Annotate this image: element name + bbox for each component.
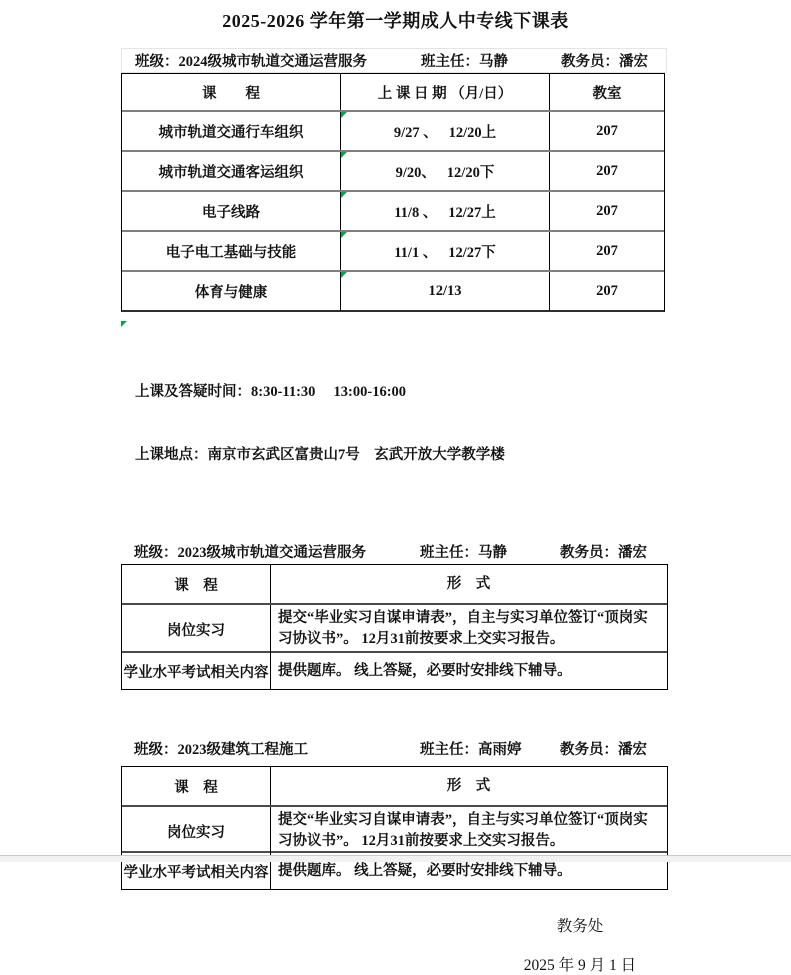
- error-marker-icon: [341, 112, 347, 118]
- signature-date: 2025 年 9 月 1 日: [523, 957, 637, 974]
- signature-block: [369, 914, 791, 975]
- course-cell: 城市轨道交通行车组织: [158, 124, 304, 141]
- room-cell: 207: [549, 112, 664, 150]
- class-label: 班级：2023级建筑工程施工: [134, 741, 308, 758]
- table-row: [122, 270, 664, 310]
- class-label: 班级：2024级城市轨道交通运营服务: [135, 54, 367, 70]
- header-cell-room: 教室: [549, 74, 664, 110]
- schedule-table: [121, 73, 665, 312]
- header-cell-form: 形 式: [270, 767, 667, 805]
- dates-cell: [340, 192, 549, 230]
- form-table-rail: [121, 564, 668, 690]
- dates-cell: [340, 232, 549, 270]
- note-class-time: 上课及答疑时间：8:30-11:30 13:00-16:00: [135, 384, 407, 400]
- form-cell: 提交“毕业实习自谋申请表”，自主与实习单位签订“顶岗实习协议书”。 12月31前按要求上交实习报告。: [270, 807, 667, 855]
- registrar-label: 教务员：潘宏: [561, 54, 648, 70]
- course-cell: 岗位实习: [167, 622, 225, 639]
- course-cell: 电子电工基础与技能: [165, 244, 297, 261]
- room-cell: 207: [549, 192, 664, 230]
- head-teacher-label: 班主任：马静: [421, 54, 508, 70]
- course-cell: 学业水平考试相关内容: [123, 664, 269, 681]
- table-row: [122, 805, 667, 851]
- page-title: 2025-2026 学年第一学期成人中专线下课表: [222, 11, 569, 31]
- room-cell: 207: [549, 152, 664, 190]
- course-cell: 学业水平考试相关内容: [123, 864, 269, 881]
- class-meta-row-2024: [121, 48, 667, 73]
- registrar-label: 教务员：潘宏: [560, 544, 647, 561]
- table-row: [122, 150, 664, 190]
- table-row: [122, 230, 664, 270]
- header-cell-course: 课 程: [202, 85, 260, 102]
- dates-text: 11/1 、 12/27下: [394, 244, 496, 261]
- head-teacher-label: 班主任：高雨婷: [420, 741, 522, 758]
- note-class-location: 上课地点：南京市玄武区富贵山7号 玄武开放大学教学楼: [135, 447, 505, 463]
- dates-text: 9/27 、 12/20上: [393, 124, 497, 141]
- schedule-notes: [135, 319, 791, 508]
- room-cell: 207: [549, 232, 664, 270]
- class-meta-row-2023-rail: [121, 540, 667, 562]
- dates-cell: [340, 112, 549, 150]
- form-cell: 提供题库。 线上答疑，必要时安排线下辅导。: [270, 653, 667, 689]
- error-marker-icon: [341, 272, 347, 278]
- table-row: [122, 110, 664, 150]
- header-cell-dates: 上 课 日 期 （月/日）: [340, 74, 549, 110]
- class-label: 班级：2023级城市轨道交通运营服务: [134, 544, 366, 561]
- error-marker-icon: [341, 232, 347, 238]
- page-bottom-edge: [0, 855, 791, 862]
- table-row: [122, 651, 667, 689]
- dates-text: 9/20、 12/20下: [395, 164, 495, 181]
- header-cell-course: 课 程: [174, 577, 218, 594]
- error-marker-icon: [341, 192, 347, 198]
- signature-department: 教务处: [556, 918, 604, 935]
- error-marker-icon: [121, 321, 127, 327]
- class-meta-row-2023-construction: [121, 737, 667, 759]
- dates-cell: [340, 272, 549, 310]
- error-marker-icon: [341, 152, 347, 158]
- header-cell-form: 形 式: [270, 565, 667, 603]
- registrar-label: 教务员：潘宏: [560, 741, 647, 758]
- course-cell: 岗位实习: [167, 824, 225, 841]
- course-cell: 电子线路: [202, 204, 260, 221]
- table-header-row: [122, 74, 664, 110]
- head-teacher-label: 班主任：马静: [420, 544, 507, 561]
- header-cell-course: 课 程: [174, 779, 218, 796]
- table-header-row: [122, 565, 667, 603]
- dates-text: 12/13: [428, 282, 462, 299]
- form-cell: 提交“毕业实习自谋申请表”，自主与实习单位签订“顶岗实习协议书”。 12月31前按要求上交实习报告。: [270, 605, 667, 653]
- form-table-construction: [121, 766, 668, 890]
- course-cell: 城市轨道交通客运组织: [158, 164, 304, 181]
- dates-cell: [340, 152, 549, 190]
- form-cell: 提供题库。 线上答疑，必要时安排线下辅导。: [270, 853, 667, 889]
- room-cell: 207: [549, 272, 664, 310]
- table-row: [122, 190, 664, 230]
- dates-text: 11/8 、 12/27上: [394, 204, 496, 221]
- table-header-row: [122, 767, 667, 805]
- table-row: [122, 603, 667, 651]
- course-cell: 体育与健康: [194, 284, 268, 301]
